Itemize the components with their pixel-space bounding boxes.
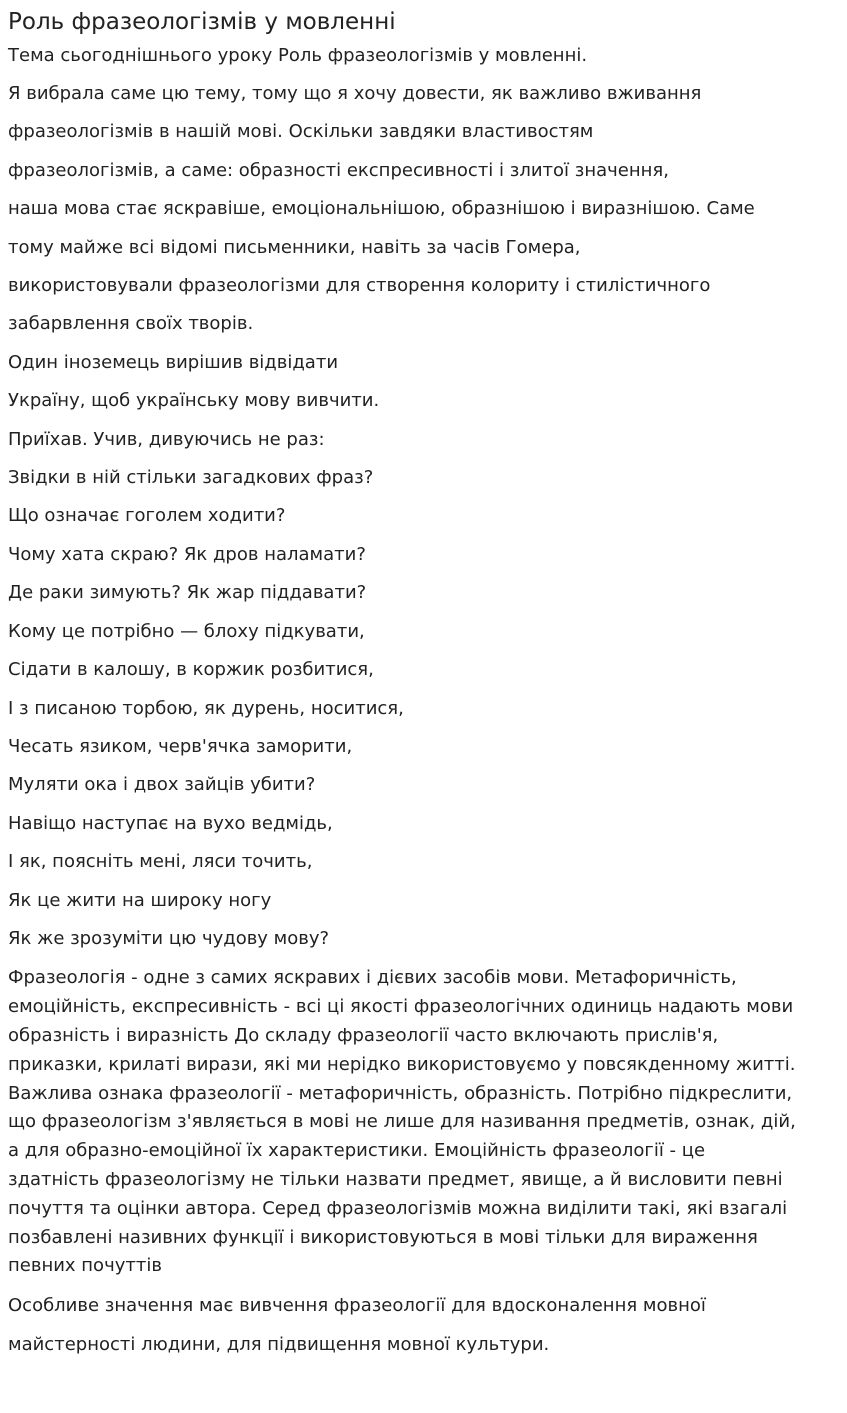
paragraph-line: що фразеологізм з'являється в мові не лише для називання предметів, ознак, дій, [8, 1111, 796, 1133]
intro-line: використовували фразеологізми для створення колориту і стилістичного [8, 275, 711, 297]
poem-section [8, 344, 839, 959]
closing-line: Особливе значення має вивчення фразеології для вдосконалення мовної [8, 1295, 706, 1317]
closing-line: майстерності людини, для підвищення мовної культури. [8, 1333, 550, 1355]
intro-line: наша мова стає яскравіше, емоціональнішою, образнішою і виразнішою. Саме [8, 198, 755, 220]
paragraph-line: а для образно-емоційної їх характеристики. Емоційність фразеології - це [8, 1140, 706, 1162]
poem-line: Один іноземець вирішив відвідати [8, 351, 339, 373]
paragraph-line: здатність фразеологізму не тільки назвати предмет, явище, а й висловити певні [8, 1168, 783, 1190]
document-page [0, 8, 847, 1413]
poem-line: Навіщо наступає на вухо ведмідь, [8, 812, 333, 834]
poem-line: Сідати в калошу, в коржик розбитися, [8, 659, 374, 681]
intro-line: Я вибрала саме цю тему, тому що я хочу довести, як важливо вживання [8, 83, 702, 104]
intro-line: фразеологізмів, а саме: образності експресивності і злитої значення, [8, 159, 669, 181]
paragraph-line: певних почуттів [8, 1255, 162, 1277]
poem-line: Приїхав. Учив, дивуючись не раз: [8, 428, 325, 450]
paragraph-line: приказки, крилаті вирази, які ми нерідко використовуємо у повсякденному житті. [8, 1053, 796, 1075]
poem-line: Чому хата скраю? Як дров наламати? [8, 543, 366, 565]
paragraph-line: емоційність, експресивність - всі ці якості фразеологічних одиниць надають мови [8, 996, 794, 1018]
poem-line: Чесать язиком, черв'ячка заморити, [8, 735, 353, 757]
intro-line: забарвлення своїх творів. [8, 313, 254, 335]
paragraph-line: Фразеологія - одне з самих яскравих і дієвих засобів мови. Метафоричність, [8, 967, 737, 989]
poem-line: Як же зрозуміти цю чудову мову? [8, 927, 330, 949]
poem-line: Муляти ока і двох зайців убити? [8, 774, 316, 796]
poem-line: Кому це потрібно — блоху підкувати, [8, 620, 365, 642]
poem-line: І як, поясніть мені, ляси точить, [8, 851, 313, 873]
poem-line: Україну, щоб українську мову вивчити. [8, 390, 380, 412]
poem-line: Як це жити на широку ногу [8, 889, 272, 911]
intro-section [8, 41, 839, 344]
paragraph-line: образність і виразність До складу фразеології часто включають прислів'я, [8, 1024, 719, 1046]
paragraph-line: позбавлені називних функції і використовуються в мові тільки для вираження [8, 1226, 758, 1248]
poem-line: Де раки зимують? Як жар піддавати? [8, 582, 367, 604]
intro-line: фразеологізмів в нашій мові. Оскільки завдяки властивостям [8, 121, 594, 143]
phraseology-paragraph [8, 964, 839, 1281]
paragraph-line: Важлива ознака фразеології - метафоричність, образність. Потрібно підкреслити, [8, 1082, 793, 1104]
poem-line: Що означає гоголем ходити? [8, 505, 286, 527]
poem-line: Звідки в ній стільки загадкових фраз? [8, 467, 374, 489]
paragraph-line: почуття та оцінки автора. Серед фразеологізмів можна виділити такі, які взагалі [8, 1197, 788, 1219]
closing-section [8, 1287, 839, 1364]
page-title: Роль фразеологізмів у мовленні [8, 9, 396, 35]
intro-line: Тема сьогоднішнього уроку Роль фразеологізмів у мовленні. [8, 45, 588, 66]
intro-line: тому майже всі відомі письменники, навіть за часів Гомера, [8, 236, 581, 258]
poem-line: І з писаною торбою, як дурень, носитися, [8, 697, 404, 719]
